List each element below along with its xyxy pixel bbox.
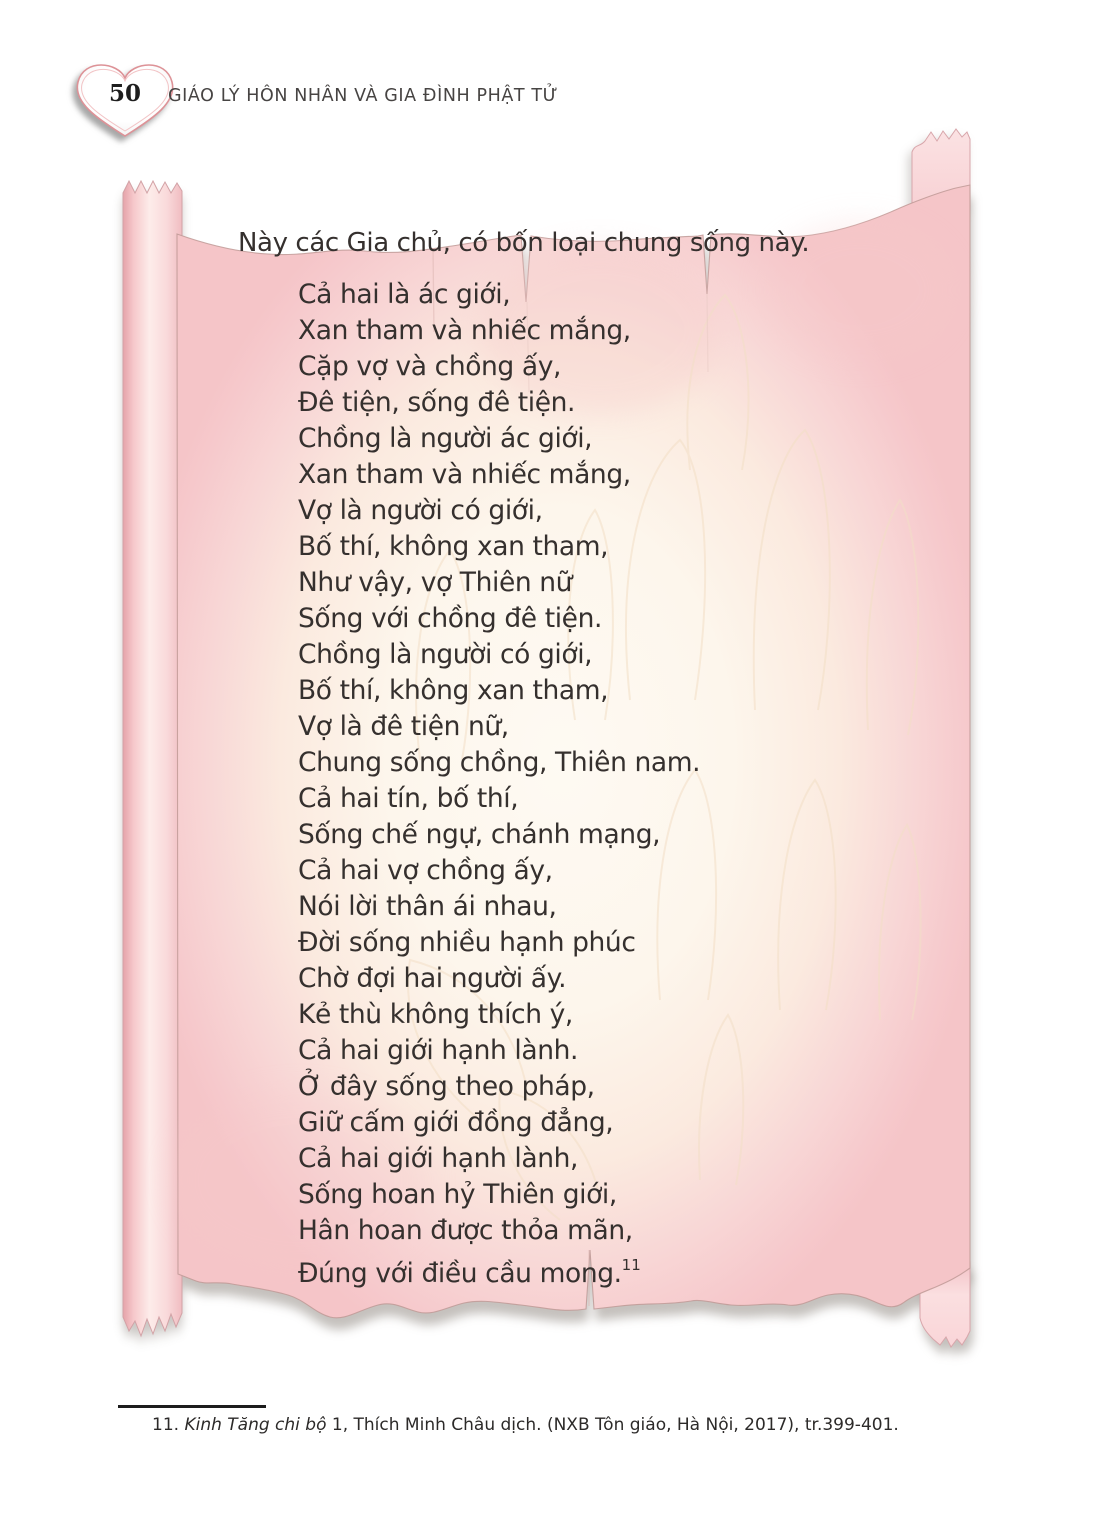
poem-line [298, 1069, 700, 1105]
poem-line-text: Cả hai giới hạnh lành. [298, 1035, 579, 1066]
poem-intro-line: Này các Gia chủ, có bốn loại chung sống này. [238, 228, 810, 258]
poem-line [298, 385, 700, 421]
poem-line [298, 1249, 700, 1289]
poem-line [298, 745, 700, 781]
running-header-title: GIÁO LÝ HÔN NHÂN VÀ GIA ĐÌNH PHẬT TỬ [168, 86, 559, 106]
poem-line [298, 493, 700, 529]
poem-line-text: Giữ cấm giới đồng đẳng, [298, 1107, 614, 1138]
poem-line-text: Sống hoan hỷ Thiên giới, [298, 1179, 617, 1210]
poem-line [298, 961, 700, 997]
poem-line-text: Đúng với điều cầu mong. [298, 1257, 622, 1289]
poem-line-text: Hân hoan được thỏa mãn, [298, 1215, 633, 1246]
poem-line [298, 313, 700, 349]
footnote-source-rest: 1, Thích Minh Châu dịch. (NXB Tôn giáo, Hà Nội, 2017), tr.399-401. [326, 1415, 899, 1435]
poem-line [298, 421, 700, 457]
poem-line [298, 529, 700, 565]
poem-line-text: Cặp vợ và chồng ấy, [298, 351, 562, 382]
poem-line-text: Chờ đợi hai người ấy. [298, 963, 567, 994]
poem-line-text: Vợ là người có giới, [298, 495, 543, 526]
poem-line [298, 817, 700, 853]
poem-line [298, 709, 700, 745]
poem-line-text: Bố thí, không xan tham, [298, 531, 609, 562]
poem-line [298, 565, 700, 601]
poem-line-text: Chung sống chồng, Thiên nam. [298, 747, 701, 778]
poem-line [298, 925, 700, 961]
poem-line-text: Sống chế ngự, chánh mạng, [298, 819, 661, 850]
poem-line [298, 1105, 700, 1141]
poem-line [298, 1141, 700, 1177]
poem-line [298, 1033, 700, 1069]
poem-line [298, 601, 700, 637]
footnote-separator-rule [118, 1405, 266, 1408]
page-number-heart [70, 56, 180, 142]
poem-line-text: Chồng là người có giới, [298, 639, 593, 670]
poem-line-text: Cả hai giới hạnh lành, [298, 1143, 579, 1174]
page-header [0, 0, 1106, 160]
poem-line-text: Xan tham và nhiếc mắng, [298, 315, 631, 346]
poem-line [298, 1213, 700, 1249]
poem-line-text: Đời sống nhiều hạnh phúc [298, 927, 636, 958]
footnote-source-title: Kinh Tăng chi bộ [184, 1415, 327, 1435]
poem-line-text: Cả hai vợ chồng ấy, [298, 855, 553, 886]
footnote [152, 1415, 899, 1435]
poem-line-text: Sống với chồng đê tiện. [298, 603, 602, 634]
poem [298, 277, 701, 1289]
poem-line-text: Kẻ thù không thích ý, [298, 999, 573, 1030]
poem-line-text: Nói lời thân ái nhau, [298, 891, 557, 922]
poem-line-text: Vợ là đê tiện nữ, [298, 711, 509, 742]
poem-line [298, 889, 700, 925]
poem-line-text: Xan tham và nhiếc mắng, [298, 459, 631, 490]
poem-line [298, 853, 700, 889]
poem-line [298, 781, 700, 817]
poem-line [298, 1177, 700, 1213]
footnote-number: 11. [152, 1415, 185, 1435]
poem-line-text: Cả hai tín, bố thí, [298, 783, 519, 814]
poem-line-text: Như vậy, vợ Thiên nữ [298, 567, 573, 598]
poem-line [298, 673, 700, 709]
poem-line [298, 277, 700, 313]
poem-line-text: Bố thí, không xan tham, [298, 675, 609, 706]
poem-line-text: Ở đây sống theo pháp, [298, 1071, 595, 1102]
page-number: 50 [108, 80, 141, 107]
poem-line-text: Cả hai là ác giới, [298, 279, 511, 310]
footnote-ref-marker: 11 [621, 1256, 641, 1274]
poem-line [298, 457, 700, 493]
poem-line [298, 637, 700, 673]
poem-line-text: Chồng là người ác giới, [298, 423, 593, 454]
poem-line [298, 349, 700, 385]
poem-line-text: Đê tiện, sống đê tiện. [298, 387, 576, 418]
poem-line [298, 997, 700, 1033]
